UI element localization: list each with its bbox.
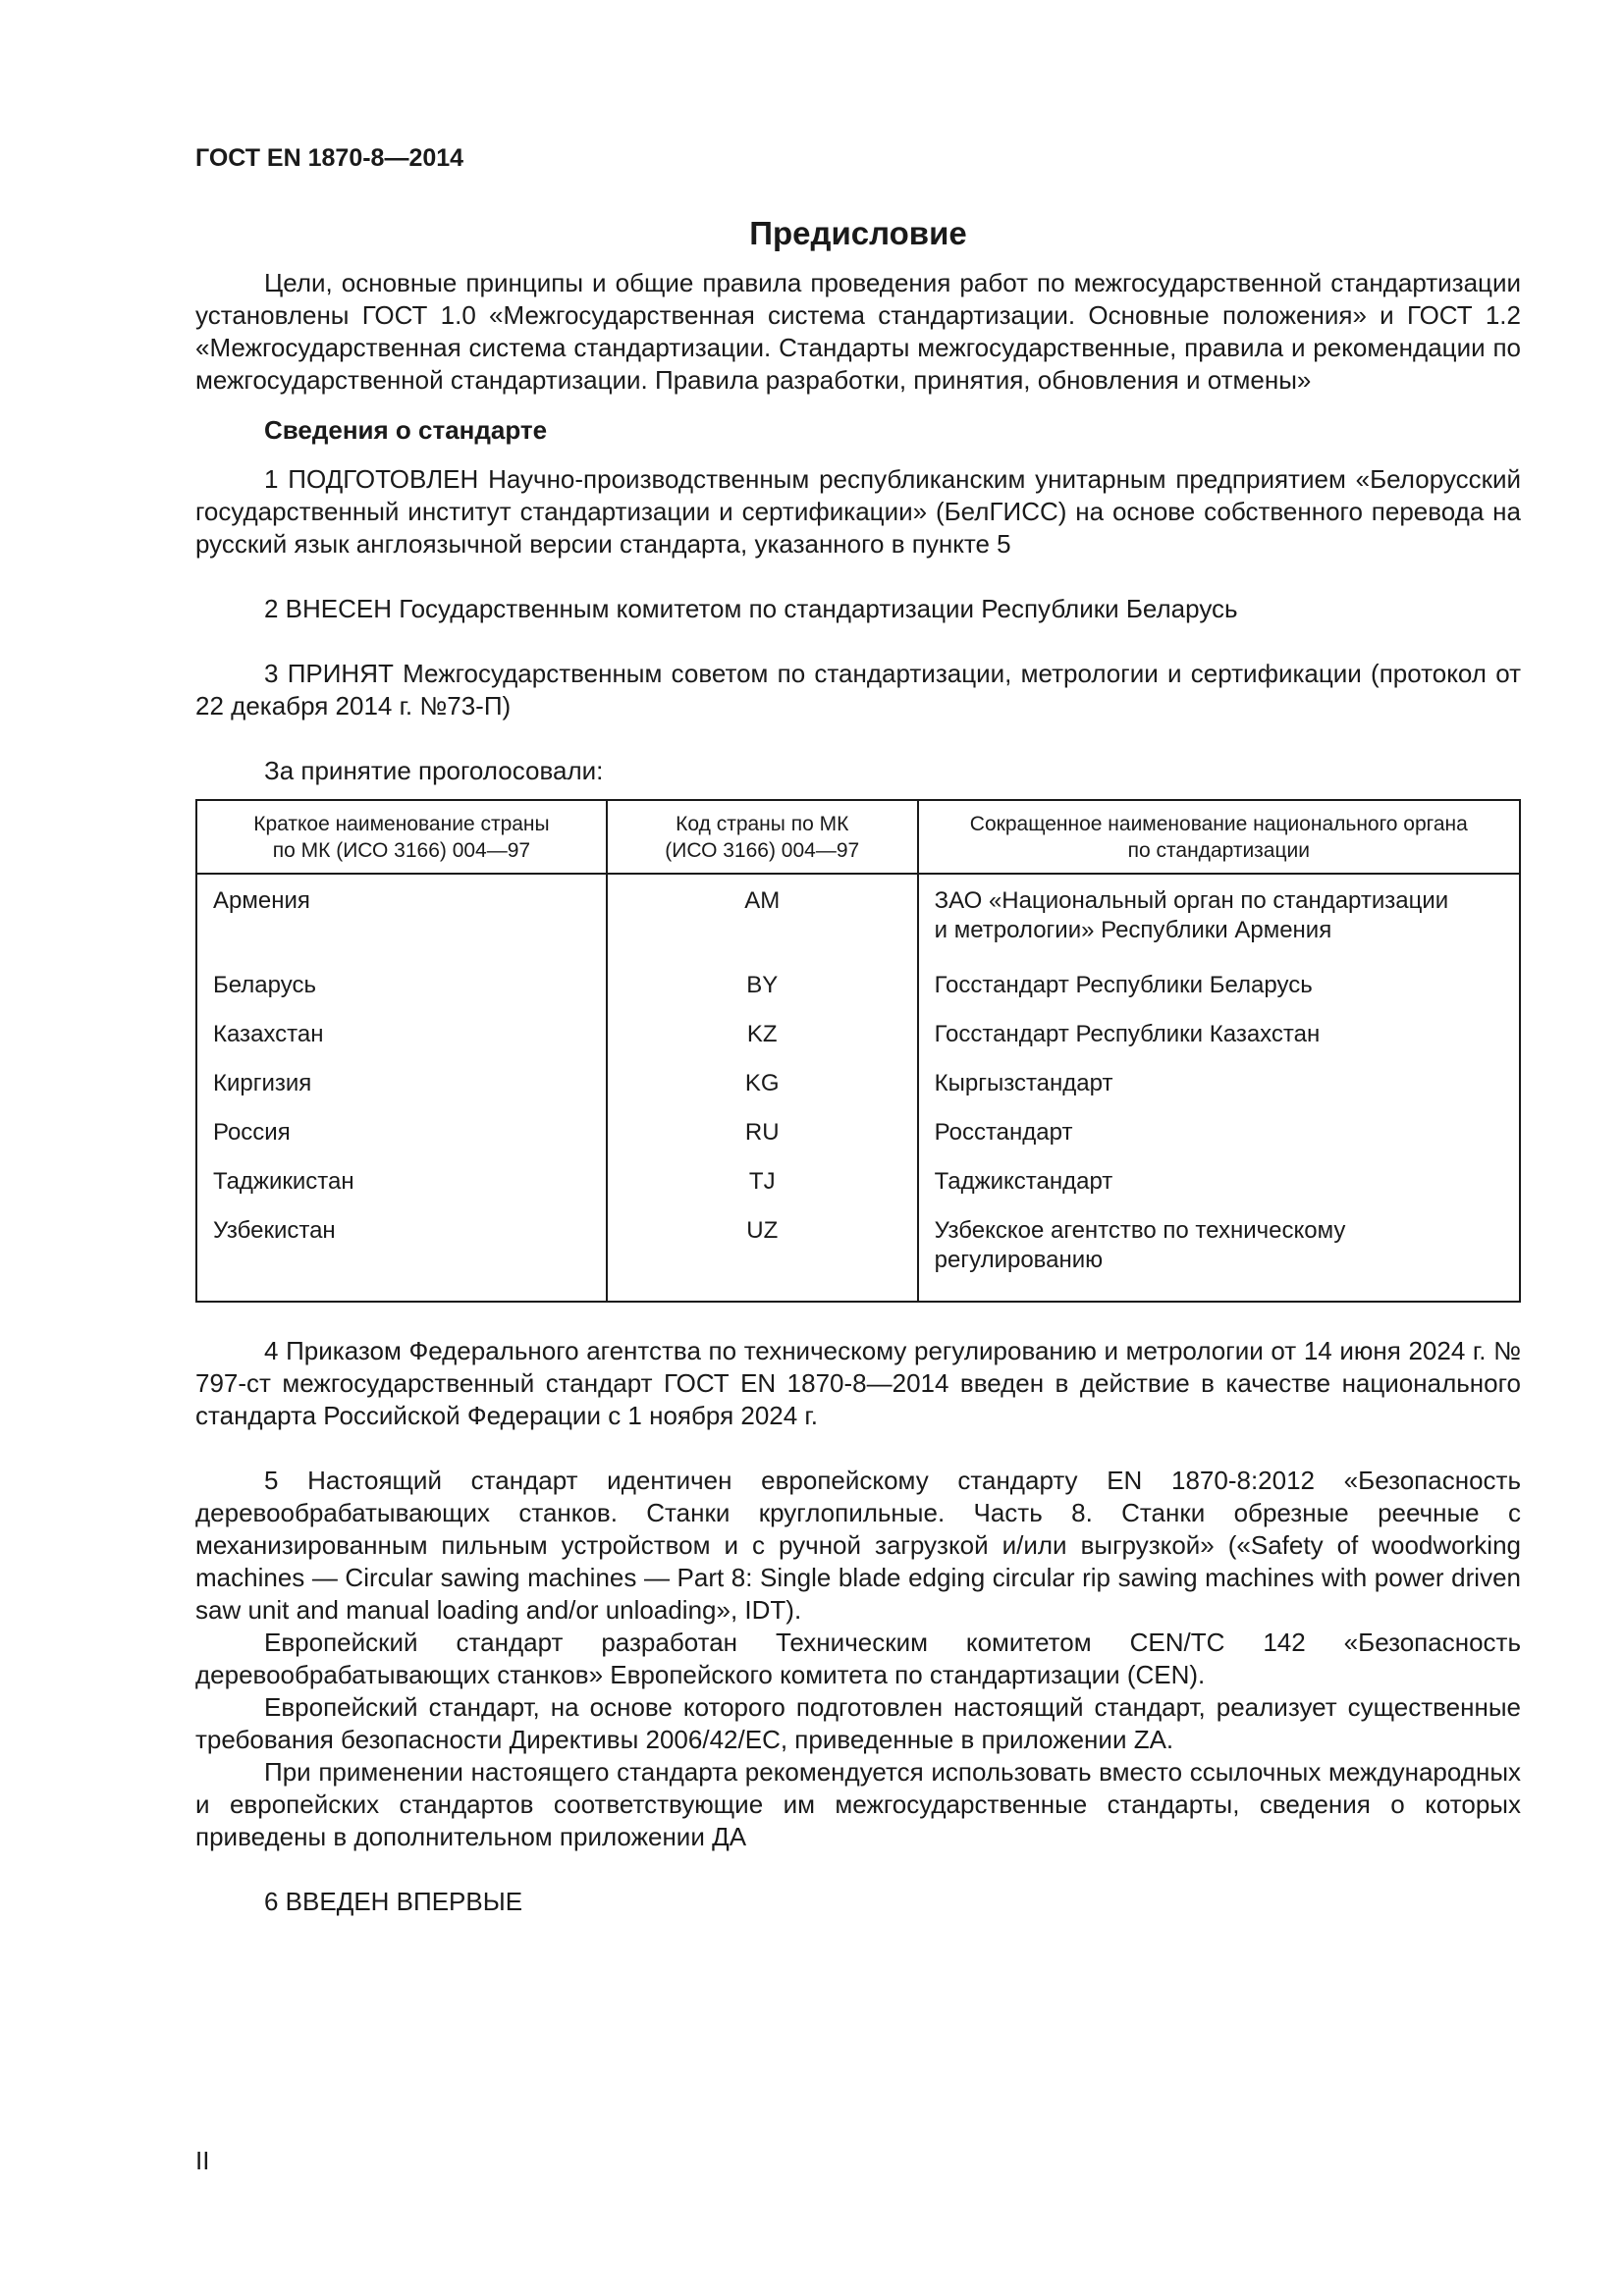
national-body: Госстандарт Республики Беларусь	[918, 965, 1520, 1014]
country-code: UZ	[607, 1210, 918, 1302]
item-3-adopted: 3 ПРИНЯТ Межгосударственным советом по стандартизации, метрологии и сертификации (протокол от 22 декабря 2014 г. №73-П)	[195, 659, 1521, 721]
national-body: Узбекское агентство по техническому регулированию	[918, 1210, 1520, 1302]
country-code: KG	[607, 1063, 918, 1112]
national-body: Кыргызстандарт	[918, 1063, 1520, 1112]
column-header-code: Код страны по МК (ИСО 3166) 004—97	[607, 800, 918, 874]
vote-label: За принятие проголосовали:	[264, 756, 604, 785]
item-5-paragraph: Европейский стандарт, на основе которого подготовлен настоящий стандарт, реализует существенные требования безопасности Директивы 2006/42/ЕС, приведенные в приложении ZA.	[195, 1692, 1521, 1754]
table-row	[196, 1161, 1520, 1210]
item-6-introduced: 6 ВВЕДЕН ВПЕРВЫЕ	[264, 1887, 523, 1916]
table-row	[196, 1014, 1520, 1063]
voting-countries-table	[195, 799, 1521, 1303]
country-name: Узбекистан	[213, 1217, 336, 1244]
country-name: Россия	[213, 1119, 291, 1146]
item-5-identical	[195, 1465, 1521, 1853]
table-row	[196, 965, 1520, 1014]
info-heading: Сведения о стандарте	[264, 415, 548, 445]
table-row	[196, 1063, 1520, 1112]
item-5-paragraph: При применении настоящего стандарта рекомендуется использовать вместо ссылочных международных и европейских стандартов соответствующие им межгосударственные стандарты, сведения о которых приведены в дополнительном приложении ДА	[195, 1757, 1521, 1851]
table-row	[196, 874, 1520, 965]
page-title: Предисловие	[749, 215, 967, 251]
country-name: Беларусь	[213, 972, 316, 998]
table-header-row	[196, 800, 1520, 874]
country-name: Киргизия	[213, 1070, 312, 1096]
table-row	[196, 1112, 1520, 1161]
country-code: RU	[607, 1112, 918, 1161]
intro-paragraph: Цели, основные принципы и общие правила проведения работ по межгосударственной стандартизации установлены ГОСТ 1.0 «Межгосударственная система стандартизации. Основные положения» и ГОСТ 1.2 «Межгосударственная система стандартизации. Стандарты межгосударственные, правила и рекомендации по межгосударственной стандартизации. Правила разработки, принятия, обновления и отмены»	[195, 268, 1521, 395]
country-name: Казахстан	[213, 1021, 324, 1047]
national-body: ЗАО «Национальный орган по стандартизации и метрологии» Республики Армения	[918, 874, 1520, 965]
page-number: II	[195, 2146, 210, 2175]
country-code: TJ	[607, 1161, 918, 1210]
table-row	[196, 1210, 1520, 1302]
item-4-order: 4 Приказом Федерального агентства по техническому регулированию и метрологии от 14 июня 2024 г. № 797-ст межгосударственный стандарт ГОСТ EN 1870-8—2014 введен в действие в качестве национального стандарта Российской Федерации с 1 ноября 2024 г.	[195, 1336, 1521, 1430]
column-header-country: Краткое наименование страны по МК (ИСО 3166) 004—97	[196, 800, 607, 874]
country-code: AM	[607, 874, 918, 965]
page-content	[195, 142, 1521, 1950]
item-1-prepared: 1 ПОДГОТОВЛЕН Научно-производственным республиканским унитарным предприятием «Белорусский государственный институт стандартизации и сертификации» (БелГИСС) на основе собственного перевода на русский язык англоязычной версии стандарта, указанного в пункте 5	[195, 464, 1521, 559]
item-2-submitted: 2 ВНЕСЕН Государственным комитетом по стандартизации Республики Беларусь	[264, 594, 1238, 623]
document-id: ГОСТ EN 1870-8—2014	[195, 144, 464, 172]
country-code: KZ	[607, 1014, 918, 1063]
national-body: Госстандарт Республики Казахстан	[918, 1014, 1520, 1063]
item-5-paragraph: 5 Настоящий стандарт идентичен европейскому стандарту EN 1870-8:2012 «Безопасность деревообрабатывающих станков. Станки круглопильные. Часть 8. Станки обрезные реечные с механизированным пильным устройством и с ручной загрузкой и/или выгрузкой» («Safety of woodworking machines — Circular sawing machines — Part 8: Single blade edging circular rip sawing machines with power driven saw unit and manual loading and/or unloading», IDT).	[195, 1466, 1521, 1625]
national-body: Росстандарт	[918, 1112, 1520, 1161]
country-name: Таджикистан	[213, 1168, 354, 1195]
country-name: Армения	[213, 887, 310, 914]
item-5-paragraph: Европейский стандарт разработан Техническим комитетом CEN/TC 142 «Безопасность деревообрабатывающих станков» Европейского комитета по стандартизации (CEN).	[195, 1628, 1521, 1689]
column-header-body: Сокращенное наименование национального органа по стандартизации	[918, 800, 1520, 874]
national-body: Таджикстандарт	[918, 1161, 1520, 1210]
country-code: BY	[607, 965, 918, 1014]
